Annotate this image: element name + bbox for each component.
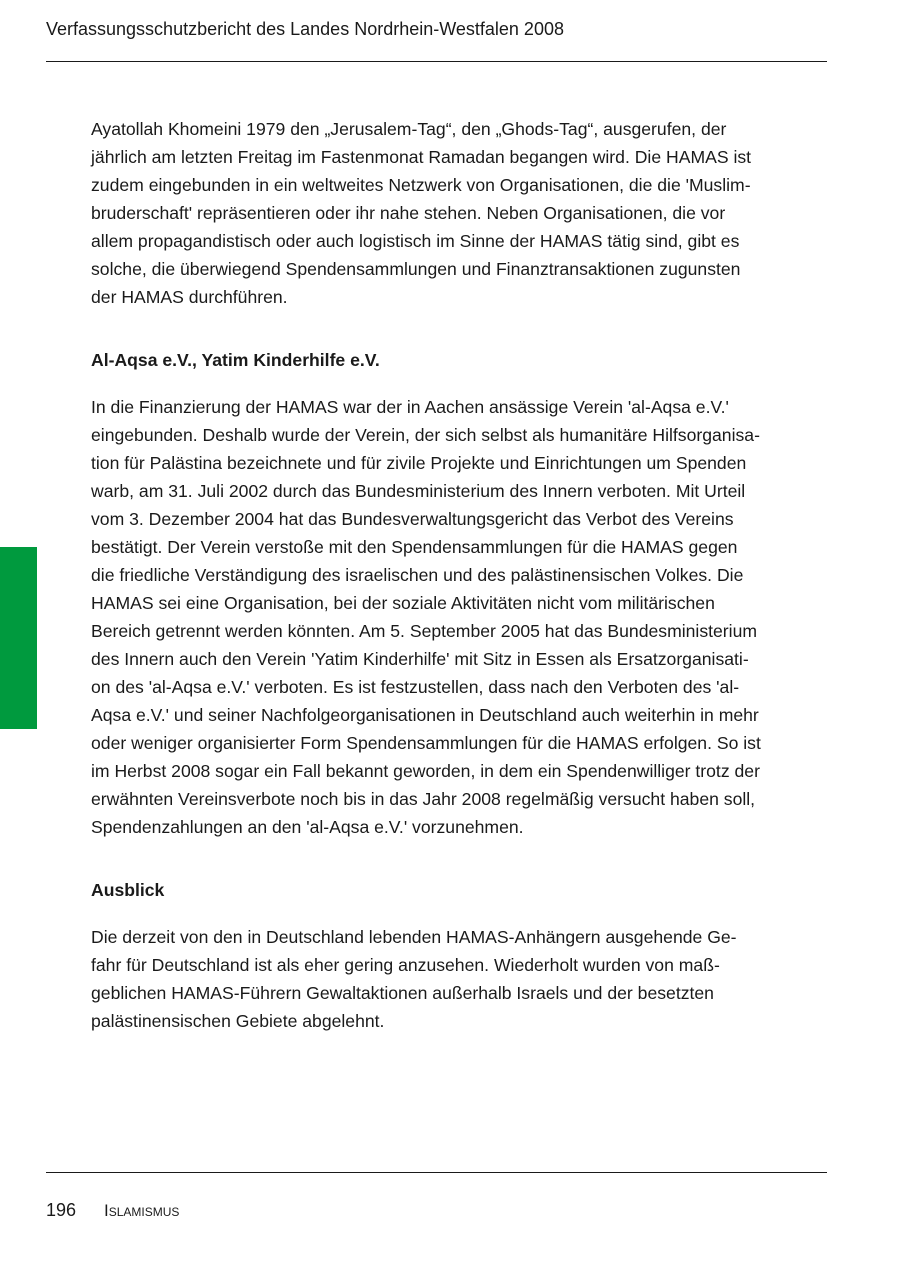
spacer xyxy=(91,374,831,393)
text-line: tion für Palästina bezeichnete und für zivile Projekte und Einrichtungen um Spenden xyxy=(91,453,747,473)
text-line: geblichen HAMAS-Führern Gewaltaktionen außerhalb Israels und der besetzten xyxy=(91,983,714,1003)
paragraph-1 xyxy=(91,115,831,311)
footer-section-title: Islamismus xyxy=(104,1201,180,1220)
page-number: 196 xyxy=(46,1200,77,1220)
text-line: bruderschaft' repräsentieren oder ihr nahe stehen. Neben Organisationen, die vor xyxy=(91,203,726,223)
text-line: vom 3. Dezember 2004 hat das Bundesverwaltungsgericht das Verbot des Vereins xyxy=(91,509,734,529)
text-line: bestätigt. Der Verein verstoße mit den Spendensammlungen für die HAMAS gegen xyxy=(91,537,738,557)
text-line: Ayatollah Khomeini 1979 den „Jerusalem-Tag“, den „Ghods-Tag“, ausgerufen, der xyxy=(91,119,727,139)
header-rule xyxy=(46,61,827,62)
page-body xyxy=(91,115,831,1035)
paragraph-3 xyxy=(91,923,831,1035)
text-line: In die Finanzierung der HAMAS war der in Aachen ansässige Verein 'al-Aqsa e.V.' xyxy=(91,397,729,417)
spacer xyxy=(91,841,831,876)
text-line: im Herbst 2008 sogar ein Fall bekannt geworden, in dem ein Spendenwilliger trotz der xyxy=(91,761,760,781)
text-line: jährlich am letzten Freitag im Fastenmonat Ramadan begangen wird. Die HAMAS ist xyxy=(91,147,752,167)
text-line: fahr für Deutschland ist als eher gering anzusehen. Wiederholt wurden von maß- xyxy=(91,955,720,975)
text-line: Die derzeit von den in Deutschland lebenden HAMAS-Anhängern ausgehende Ge- xyxy=(91,927,737,947)
text-line: eingebunden. Deshalb wurde der Verein, der sich selbst als humanitäre Hilfsorganisa- xyxy=(91,425,760,445)
text-line: erwähnten Vereinsverbote noch bis in das Jahr 2008 regelmäßig versucht haben soll, xyxy=(91,789,756,809)
text-line: oder weniger organisierter Form Spendensammlungen für die HAMAS erfolgen. So ist xyxy=(91,733,761,753)
text-line: solche, die überwiegend Spendensammlungen und Finanztransaktionen zugunsten xyxy=(91,259,741,279)
text-line: die friedliche Verständigung des israelischen und des palästinensischen Volkes. Die xyxy=(91,565,744,585)
text-line: Bereich getrennt werden könnten. Am 5. September 2005 hat das Bundesministerium xyxy=(91,621,758,641)
text-line: Spendenzahlungen an den 'al-Aqsa e.V.' vorzunehmen. xyxy=(91,817,524,837)
running-header: Verfassungsschutzbericht des Landes Nordrhein-Westfalen 2008 xyxy=(46,19,564,39)
page-footer xyxy=(46,1198,179,1223)
section-heading-ausblick: Ausblick xyxy=(91,880,165,900)
text-line: HAMAS sei eine Organisation, bei der soziale Aktivitäten nicht vom militärischen xyxy=(91,593,715,613)
spacer xyxy=(91,311,831,346)
chapter-tab-marker xyxy=(0,547,37,729)
footer-rule xyxy=(46,1172,827,1173)
text-line: zudem eingebunden in ein weltweites Netzwerk von Organisationen, die die 'Muslim- xyxy=(91,175,751,195)
text-line: warb, am 31. Juli 2002 durch das Bundesministerium des Innern verboten. Mit Urteil xyxy=(91,481,746,501)
section-heading-al-aqsa: Al-Aqsa e.V., Yatim Kinderhilfe e.V. xyxy=(91,350,380,370)
text-line: allem propagandistisch oder auch logistisch im Sinne der HAMAS tätig sind, gibt es xyxy=(91,231,740,251)
spacer xyxy=(91,904,831,923)
text-line: on des 'al-Aqsa e.V.' verboten. Es ist festzustellen, dass nach den Verboten des 'al- xyxy=(91,677,740,697)
text-line: Aqsa e.V.' und seiner Nachfolgeorganisationen in Deutschland auch weiterhin in mehr xyxy=(91,705,759,725)
text-line: der HAMAS durchführen. xyxy=(91,287,288,307)
text-line: palästinensischen Gebiete abgelehnt. xyxy=(91,1011,385,1031)
text-line: des Innern auch den Verein 'Yatim Kinderhilfe' mit Sitz in Essen als Ersatzorganisati- xyxy=(91,649,749,669)
paragraph-2 xyxy=(91,393,831,841)
